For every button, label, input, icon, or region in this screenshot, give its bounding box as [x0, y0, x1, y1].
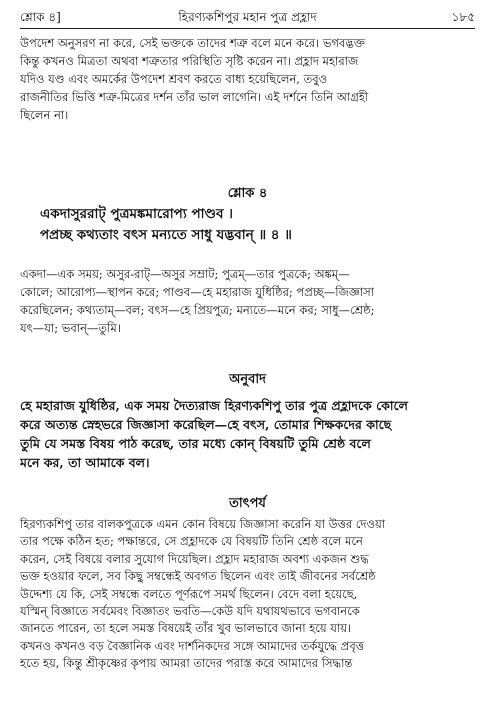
text-line: হতে হয়, কিন্তু শ্রীকৃষ্ণের কৃপায় আমরা তাদের পরাস্ত করে আমাদের সিদ্ধান্ত — [20, 656, 353, 671]
text-line: উদ্দেশ্য যে কি, সেই সম্বন্ধে বলতে পূর্ণরূপে সমর্থ ছিলেন। বেদে বলা হয়েছে, — [20, 586, 358, 601]
purport-paragraph — [20, 516, 475, 673]
text-line: যৎ—যা; ভবান্—তুমি। — [20, 321, 121, 335]
text-line: উপদেশ অনুসরণ না করে, সেই ভক্তকে তাদের শত্রু বলে মনে করে। ভগবদ্ভক্ত — [20, 36, 365, 50]
text-line: হে মহারাজ যুধিষ্ঠির, এক সময় দৈত্যরাজ হিরণ্যকশিপু তার পুত্র প্রহ্লাদকে কোলে — [20, 398, 408, 413]
text-line: তুমি যে সমস্ত বিষয় পাঠ করেছ, তার মধ্যে কোন্ বিষয়টি তুমি শ্রেষ্ঠ বলে — [20, 436, 371, 451]
text-line: যদিও যণ্ড এবং অমর্কের উপদেশ শ্রবণ করতে বাধ্য হয়েছিলেন, তবুও — [20, 72, 328, 86]
text-line: কিন্তু কখনও মিত্রতা অথবা শত্রুতার পরিস্থিতি সৃষ্টি করেন না। প্রহ্লাদ মহারাজ — [20, 54, 359, 68]
text-line: করেছিলেন; কথ্যতাম্—বল; বৎস—হে প্রিয়পুত্র; মন্যতে—মনে কর; সাধু—শ্রেষ্ঠ; — [20, 303, 375, 317]
text-line: কখনও কখনও বড় বৈজ্ঞানিক এবং দার্শনিকদের সঙ্গে আমাদের তর্কযুদ্ধে প্রবৃত্ত — [20, 638, 364, 653]
text-line: যস্মিন্ বিজ্ঞাতে সর্বমেবং বিজ্ঞাতং ভবতি—কেউ যদি যথাযথভাবে ভগবানকে — [20, 604, 360, 619]
text-line: মনে কর, তা আমাকে বল। — [20, 455, 150, 470]
purport-heading: তাৎপর্য — [229, 496, 266, 511]
verse-number-heading: শ্লোক ৪ — [227, 186, 268, 201]
text-line: একদা—এক সময়; অসুর-রাট্—অসুর সম্রাট; পুত্রম্—তার পুত্রকে; অঙ্কম্— — [20, 267, 350, 281]
translation-heading: অনুবাদ — [229, 372, 266, 387]
text-line: কোলে; আরোপ্য—স্থাপন করে; পাণ্ডব—হে মহারাজ যুধিষ্ঠির; পপ্রচ্ছ—জিজ্ঞাসা — [20, 285, 375, 299]
text-line: ছিলেন না। — [20, 108, 69, 122]
translation-paragraph — [20, 396, 475, 472]
synonyms-paragraph — [20, 265, 475, 337]
text-line: তার পক্ষে কঠিন হত; পক্ষান্তরে, সে প্রহ্লাদকে যে বিষয়টি তিনি শ্রেষ্ঠ বলে মনে — [20, 534, 363, 549]
previous-purport-paragraph — [20, 34, 475, 124]
header-verse-ref: শ্লোক ৪] — [20, 10, 61, 24]
sanskrit-verse — [40, 204, 455, 246]
text-line: করে অত্যন্ত স্নেহভরে জিজ্ঞাসা করেছিল—হে বৎস, তোমার শিক্ষকদের কাছে — [20, 417, 392, 432]
text-line: ভক্ত হওয়ার ফলে, সব কিছু সম্বন্ধেই অবগত ছিলেন এবং তাই জীবনের সর্বশ্রেষ্ঠ — [20, 569, 376, 584]
text-line: রাজনীতির ভিত্তি শত্রু-মিত্রের দর্শন তাঁর ভাল লাগেনি। এই দর্শনে তিনি আগ্রহী — [20, 90, 369, 104]
verse-line: একদাসুররাট্ পুত্রমঙ্কমারোপ্য পাণ্ডব । — [40, 206, 234, 222]
header-rule — [20, 28, 475, 29]
verse-line: পপ্রচ্ছ কথ্যতাং বৎস মন্যতে সাধু যদ্ভবান্ ॥ ৪ ॥ — [40, 227, 292, 243]
header-chapter-title: হিরণ্যকশিপুর মহান পুত্র প্রহ্লাদ — [178, 10, 317, 24]
text-line: জানতে পারেন, তা হলে সমস্ত বিষয়েই তাঁর খুব ভালভাবে জানা হয়ে যায়। — [20, 621, 352, 636]
text-line: হিরণ্যকশিপু তার বালকপুত্রকে এমন কোন বিষয়ে জিজ্ঞাসা করেনি যা উত্তর দেওয়া — [20, 517, 386, 531]
page-number: ১৮৫ — [451, 10, 475, 24]
running-header — [20, 8, 475, 26]
text-line: করেন, সেই বিষয়ে বলার সুযোগ দিয়েছিল। প্রহ্লাদ মহারাজ অবশ্য একজন শুদ্ধ — [20, 551, 369, 566]
